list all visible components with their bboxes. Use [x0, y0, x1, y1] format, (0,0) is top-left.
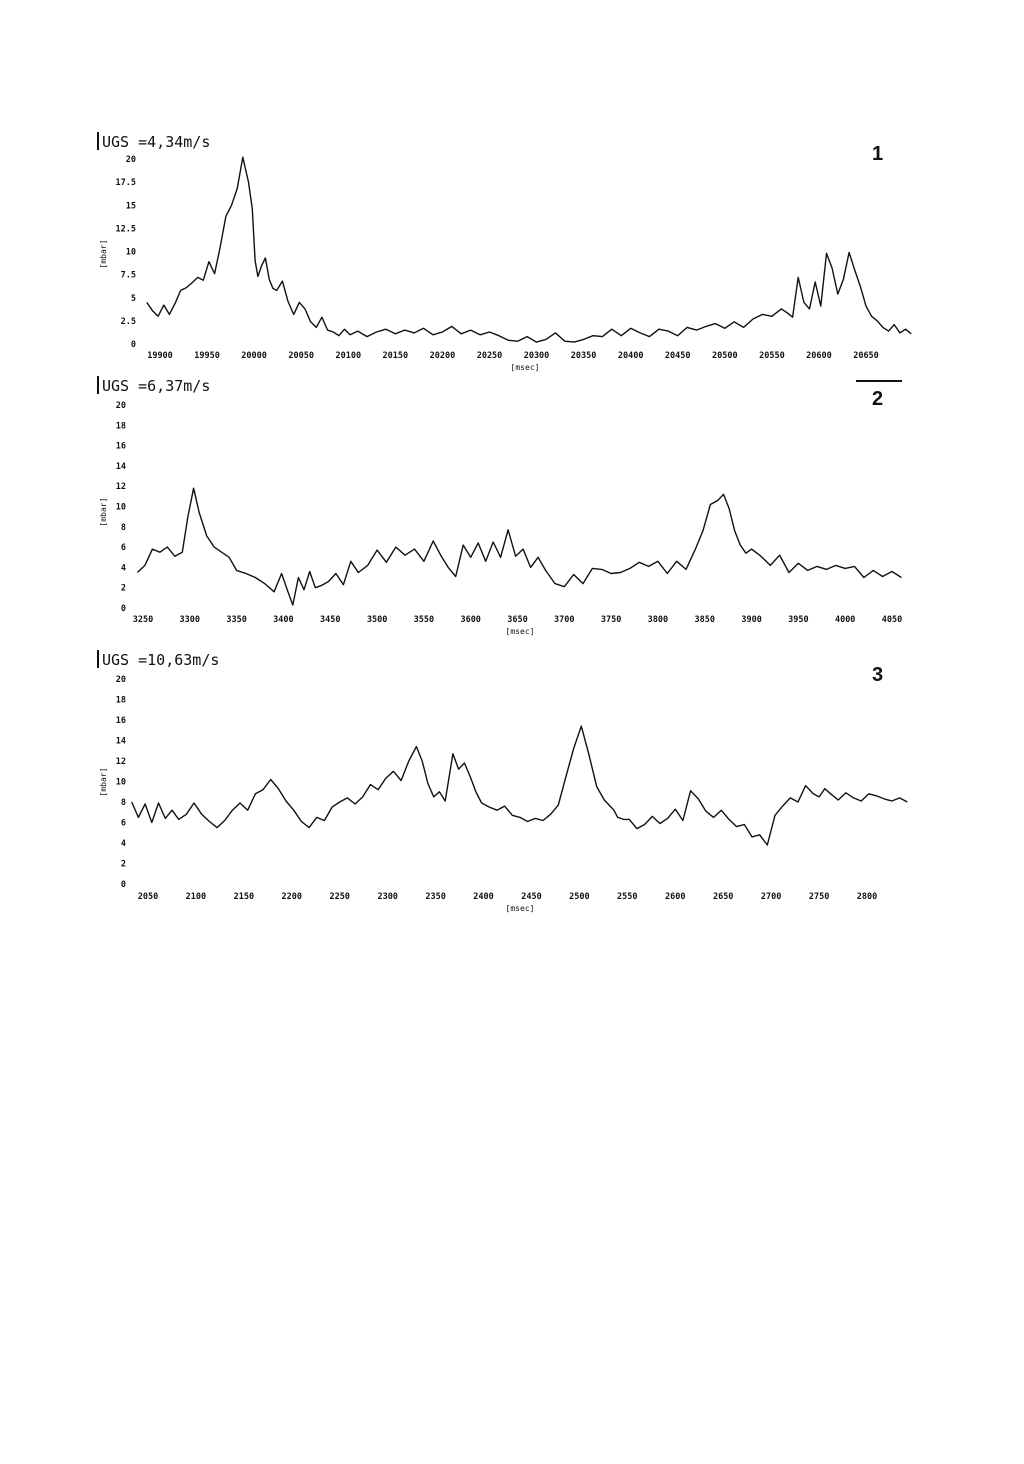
x-tick-label: 2750 — [808, 892, 830, 902]
x-tick-label: 20600 — [806, 351, 832, 361]
y-tick-label: 7.5 — [120, 270, 136, 281]
y-tick-label: 17.5 — [115, 178, 136, 189]
y-tick-label: 18 — [115, 695, 126, 706]
x-tick-label: 2400 — [473, 892, 494, 902]
x-tick-label: 3800 — [647, 615, 669, 625]
x-tick-label: 3300 — [179, 615, 201, 625]
x-tick-label: 20400 — [617, 351, 644, 361]
y-tick-label: 10 — [125, 247, 136, 258]
x-tick-label: 2500 — [569, 892, 590, 902]
x-tick-label: 19900 — [147, 351, 173, 361]
y-tick-label: 12.5 — [115, 224, 136, 235]
y-tick-label: 2.5 — [120, 316, 136, 327]
x-tick-label: 3850 — [694, 615, 716, 625]
x-tick-label: 4000 — [834, 615, 856, 625]
x-tick-label: 2650 — [712, 892, 734, 902]
y-tick-label: 20 — [125, 155, 136, 165]
y-tick-label: 16 — [115, 441, 126, 452]
y-tick-label: 4 — [120, 563, 126, 574]
x-tick-label: 2050 — [137, 892, 159, 902]
x-tick-label: 2350 — [425, 892, 446, 902]
x-tick-label: 3350 — [226, 615, 247, 625]
x-tick-label: 3500 — [366, 615, 388, 625]
x-tick-label: 20000 — [241, 351, 267, 361]
chart-title-2: UGS =6,37m/s — [102, 377, 211, 395]
y-tick-label: 0 — [130, 340, 136, 350]
y-tick-label: 20 — [115, 675, 126, 685]
y-tick-label: 0 — [120, 880, 126, 890]
x-tick-label: 3400 — [273, 615, 294, 625]
x-axis-label-1: [msec] — [510, 363, 540, 372]
x-tick-label: 3750 — [600, 615, 622, 625]
chart-title-1: UGS =4,34m/s — [102, 133, 211, 151]
x-tick-label: 20300 — [523, 351, 550, 361]
y-tick-label: 12 — [115, 482, 126, 493]
panel-number-3: 3 — [872, 664, 884, 686]
y-tick-label: 0 — [120, 604, 126, 614]
x-tick-label: 2200 — [281, 892, 303, 902]
y-axis-label-3: [mbar] — [99, 767, 108, 797]
x-tick-label: 2100 — [185, 892, 207, 902]
x-tick-label: 3250 — [132, 615, 154, 625]
x-tick-label: 20050 — [288, 351, 314, 361]
y-tick-label: 14 — [115, 461, 126, 472]
x-tick-label: 20550 — [759, 351, 785, 361]
y-tick-label: 18 — [115, 421, 126, 432]
y-tick-label: 4 — [120, 839, 126, 849]
x-tick-label: 3700 — [554, 615, 575, 625]
x-tick-label: 3950 — [788, 615, 809, 625]
y-tick-label: 10 — [115, 777, 126, 788]
y-tick-label: 12 — [115, 757, 126, 767]
y-tick-label: 2 — [120, 859, 126, 870]
x-tick-label: 3450 — [320, 615, 341, 625]
y-tick-label: 8 — [120, 798, 126, 808]
x-tick-label: 20200 — [429, 351, 456, 361]
x-tick-label: 20250 — [476, 351, 503, 361]
x-tick-label: 20150 — [382, 351, 409, 361]
x-tick-label: 2300 — [377, 892, 398, 902]
x-tick-label: 2450 — [521, 892, 542, 902]
x-axis-label-2: [msec] — [505, 627, 535, 636]
y-tick-label: 15 — [125, 201, 136, 212]
x-tick-label: 3600 — [460, 615, 481, 625]
x-tick-label: 20350 — [570, 351, 597, 361]
x-tick-label: 20500 — [712, 351, 738, 361]
x-tick-label: 4050 — [881, 615, 903, 625]
y-tick-label: 2 — [120, 583, 126, 594]
x-tick-label: 20100 — [335, 351, 362, 361]
panel-number-2: 2 — [872, 388, 884, 410]
chart-title-3: UGS =10,63m/s — [102, 651, 220, 669]
x-tick-label: 2700 — [760, 892, 782, 902]
x-tick-label: 2600 — [665, 892, 686, 902]
y-tick-label: 8 — [120, 522, 126, 533]
x-tick-label: 20450 — [664, 351, 691, 361]
x-tick-label: 20650 — [853, 351, 879, 361]
x-tick-label: 2250 — [329, 892, 350, 902]
x-tick-label: 2800 — [856, 892, 878, 902]
x-tick-label: 2150 — [233, 892, 255, 902]
x-tick-label: 3550 — [413, 615, 435, 625]
y-tick-label: 5 — [130, 293, 136, 304]
panel-number-1: 1 — [872, 143, 884, 165]
y-axis-label-1: [mbar] — [99, 239, 108, 269]
x-axis-label-3: [msec] — [505, 904, 535, 913]
y-tick-label: 14 — [115, 736, 126, 747]
y-tick-label: 6 — [120, 818, 126, 829]
y-tick-label: 10 — [115, 502, 126, 513]
x-tick-label: 2550 — [617, 892, 638, 902]
y-tick-label: 20 — [115, 401, 126, 411]
x-tick-label: 19950 — [194, 351, 220, 361]
y-tick-label: 16 — [115, 716, 126, 726]
y-tick-label: 6 — [120, 543, 126, 554]
x-tick-label: 3900 — [741, 615, 762, 625]
y-axis-label-2: [mbar] — [99, 497, 108, 527]
x-tick-label: 3650 — [507, 615, 528, 625]
